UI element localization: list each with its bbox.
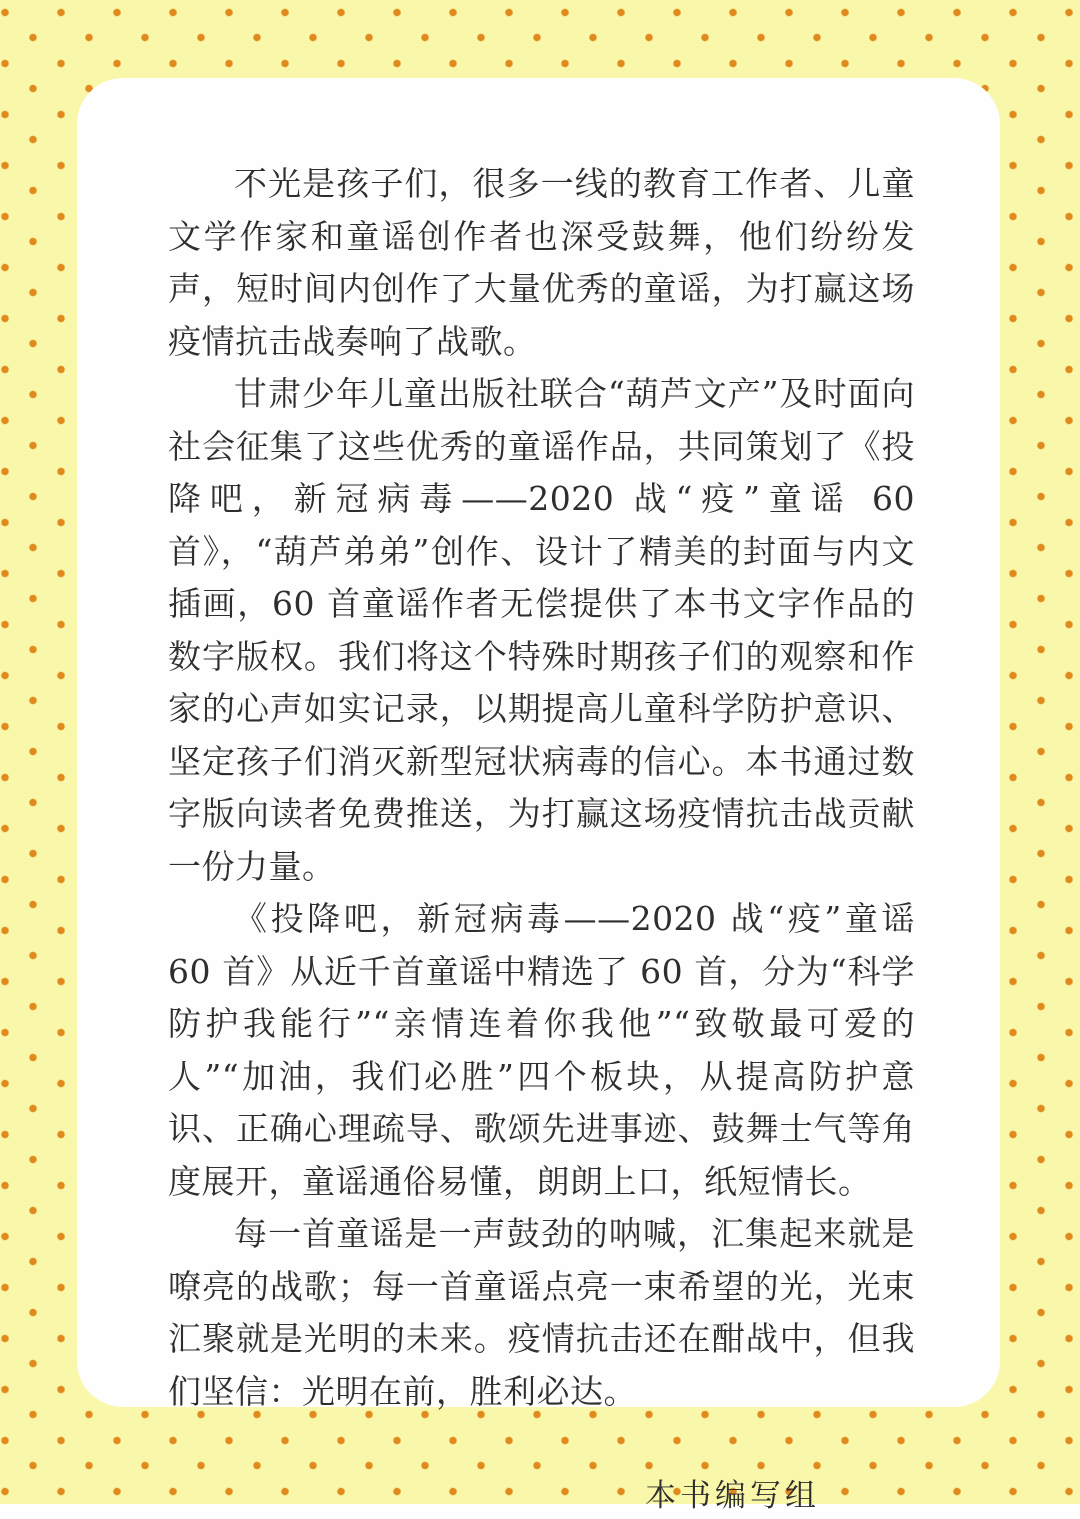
paragraph-2: 甘肃少年儿童出版社联合“葫芦文产”及时面向社会征集了这些优秀的童谣作品，共同策划了《投降吧，新冠病毒——2020 战“疫”童谣 60 首》，“葫芦弟弟”创作、设计了精美的封面与内文插画，60 首童谣作者无偿提供了本书文字作品的数字版权。我们将这个特殊时期孩子们的观察和作家的心声如实记录，以期提高儿童科学防护意识、坚定孩子们消灭新型冠状病毒的信心。本书通过数字版向读者免费推送，为打赢这场疫情抗击战贡献一份力量。 (168, 374, 915, 886)
content-card (77, 78, 1000, 1514)
paragraph-4: 每一首童谣是一声鼓劲的呐喊，汇集起来就是嘹亮的战歌；每一首童谣点亮一束希望的光，光束汇聚就是光明的未来。疫情抗击还在酣战中，但我们坚信：光明在前，胜利必达。 (168, 1214, 915, 1411)
paragraph-1: 不光是孩子们，很多一线的教育工作者、儿童文学作家和童谣创作者也深受鼓舞，他们纷纷发声，短时间内创作了大量优秀的童谣，为打赢这场疫情抗击战奏响了战歌。 (168, 164, 915, 361)
signature: 本书编写组 (645, 1478, 820, 1514)
paragraph-3: 《投降吧，新冠病毒——2020 战“疫”童谣 60 首》从近千首童谣中精选了 60 首，分为“科学防护我能行”“亲情连着你我他”“致敬最可爱的人”“加油，我们必胜”四个板块，从提高防护意识、正确心理疏导、歌颂先进事迹、鼓舞士气等角度展开，童谣通俗易懂，朗朗上口，纸短情长。 (168, 899, 915, 1201)
